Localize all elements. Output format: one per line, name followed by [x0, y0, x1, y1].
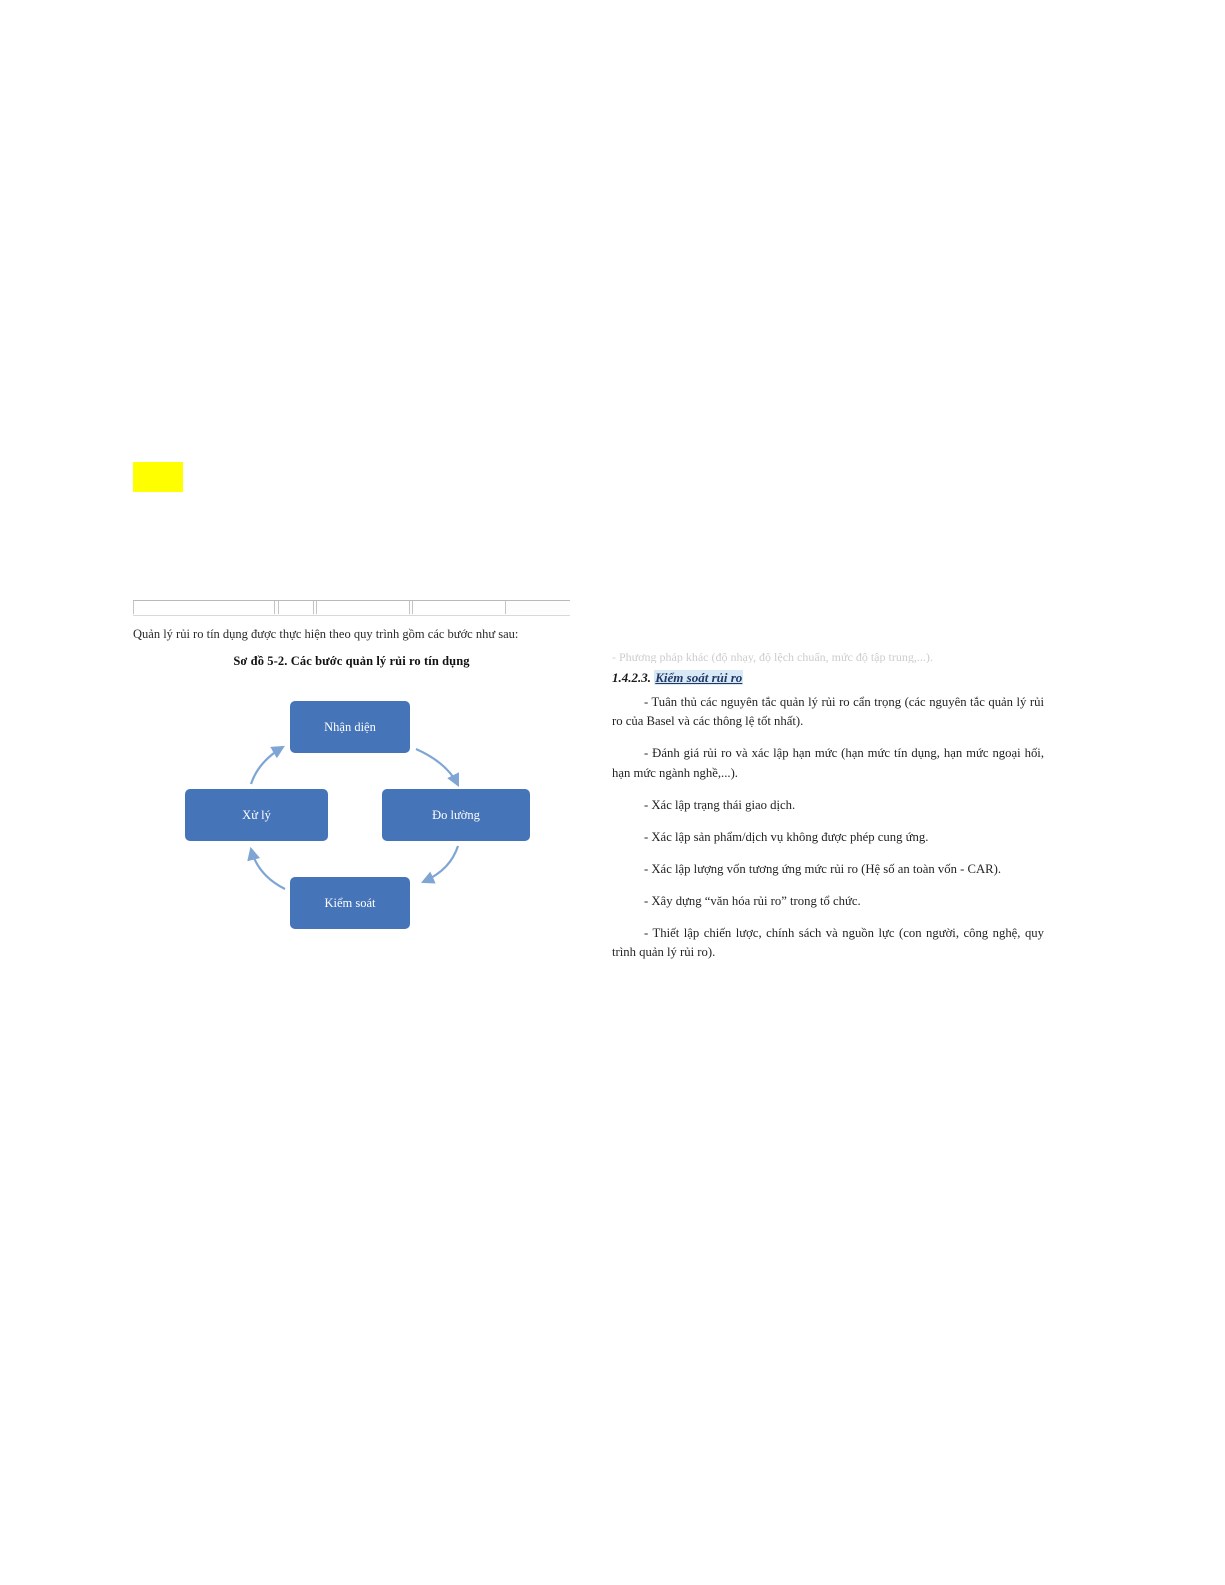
intro-paragraph: Quản lý rủi ro tín dụng được thực hiện theo quy trình gồm các bước như sau: — [133, 627, 519, 641]
diagram-node-nhan-dien — [290, 701, 410, 753]
body-paragraph: - Xác lập lượng vốn tương ứng mức rủi ro (Hệ số an toàn vốn - CAR). — [644, 861, 1001, 876]
body-paragraph: - Đánh giá rủi ro và xác lập hạn mức (hạn mức tín dụng, hạn mức ngoại hối, hạn mức ngành nghề,...). — [612, 746, 1044, 780]
diagram-node-label: Xử lý — [242, 807, 271, 822]
diagram-node-do-luong — [382, 789, 530, 841]
section-heading — [612, 670, 1044, 686]
section-number: 1.4.2.3. — [612, 670, 651, 685]
diagram-node-label: Đo lường — [432, 807, 480, 822]
scan-artifact-segment — [316, 601, 410, 614]
right-scanned-column — [612, 652, 1044, 975]
figure-title: Sơ đồ 5-2. Các bước quản lý rủi ro tín dụng — [233, 654, 470, 669]
section-title-highlighted: Kiểm soát rủi ro — [655, 670, 743, 685]
body-paragraph: - Tuân thủ các nguyên tắc quản lý rủi ro cẩn trọng (các nguyên tắc quản lý rủi ro của Basel và các thông lệ tốt nhất). — [612, 695, 1044, 729]
scan-artifact-segment — [278, 601, 314, 614]
body-paragraph: - Xác lập trạng thái giao dịch. — [644, 797, 796, 812]
diagram-node-label: Kiểm soát — [324, 895, 376, 910]
diagram-node-xu-ly — [185, 789, 328, 841]
diagram-node-label: Nhận diện — [324, 719, 376, 734]
scan-artifact-strip — [133, 600, 570, 616]
body-paragraph: - Xác lập sản phẩm/dịch vụ không được phép cung ứng. — [644, 829, 929, 844]
cut-off-text-line: - Phương pháp khác (độ nhạy, độ lệch chuẩn, mức độ tập trung,...). — [612, 652, 933, 663]
scan-artifact-segment — [133, 601, 275, 614]
body-paragraph: - Thiết lập chiến lược, chính sách và nguồn lực (con người, công nghệ, quy trình quản lý rủi ro). — [612, 925, 1044, 959]
scan-artifact-segment — [412, 601, 506, 614]
risk-management-cycle-diagram — [133, 683, 570, 953]
body-paragraph: - Xây dựng “văn hóa rủi ro” trong tổ chức. — [644, 893, 861, 908]
diagram-node-kiem-soat — [290, 877, 410, 929]
yellow-highlight-block — [133, 462, 183, 492]
left-scanned-column — [133, 600, 570, 953]
